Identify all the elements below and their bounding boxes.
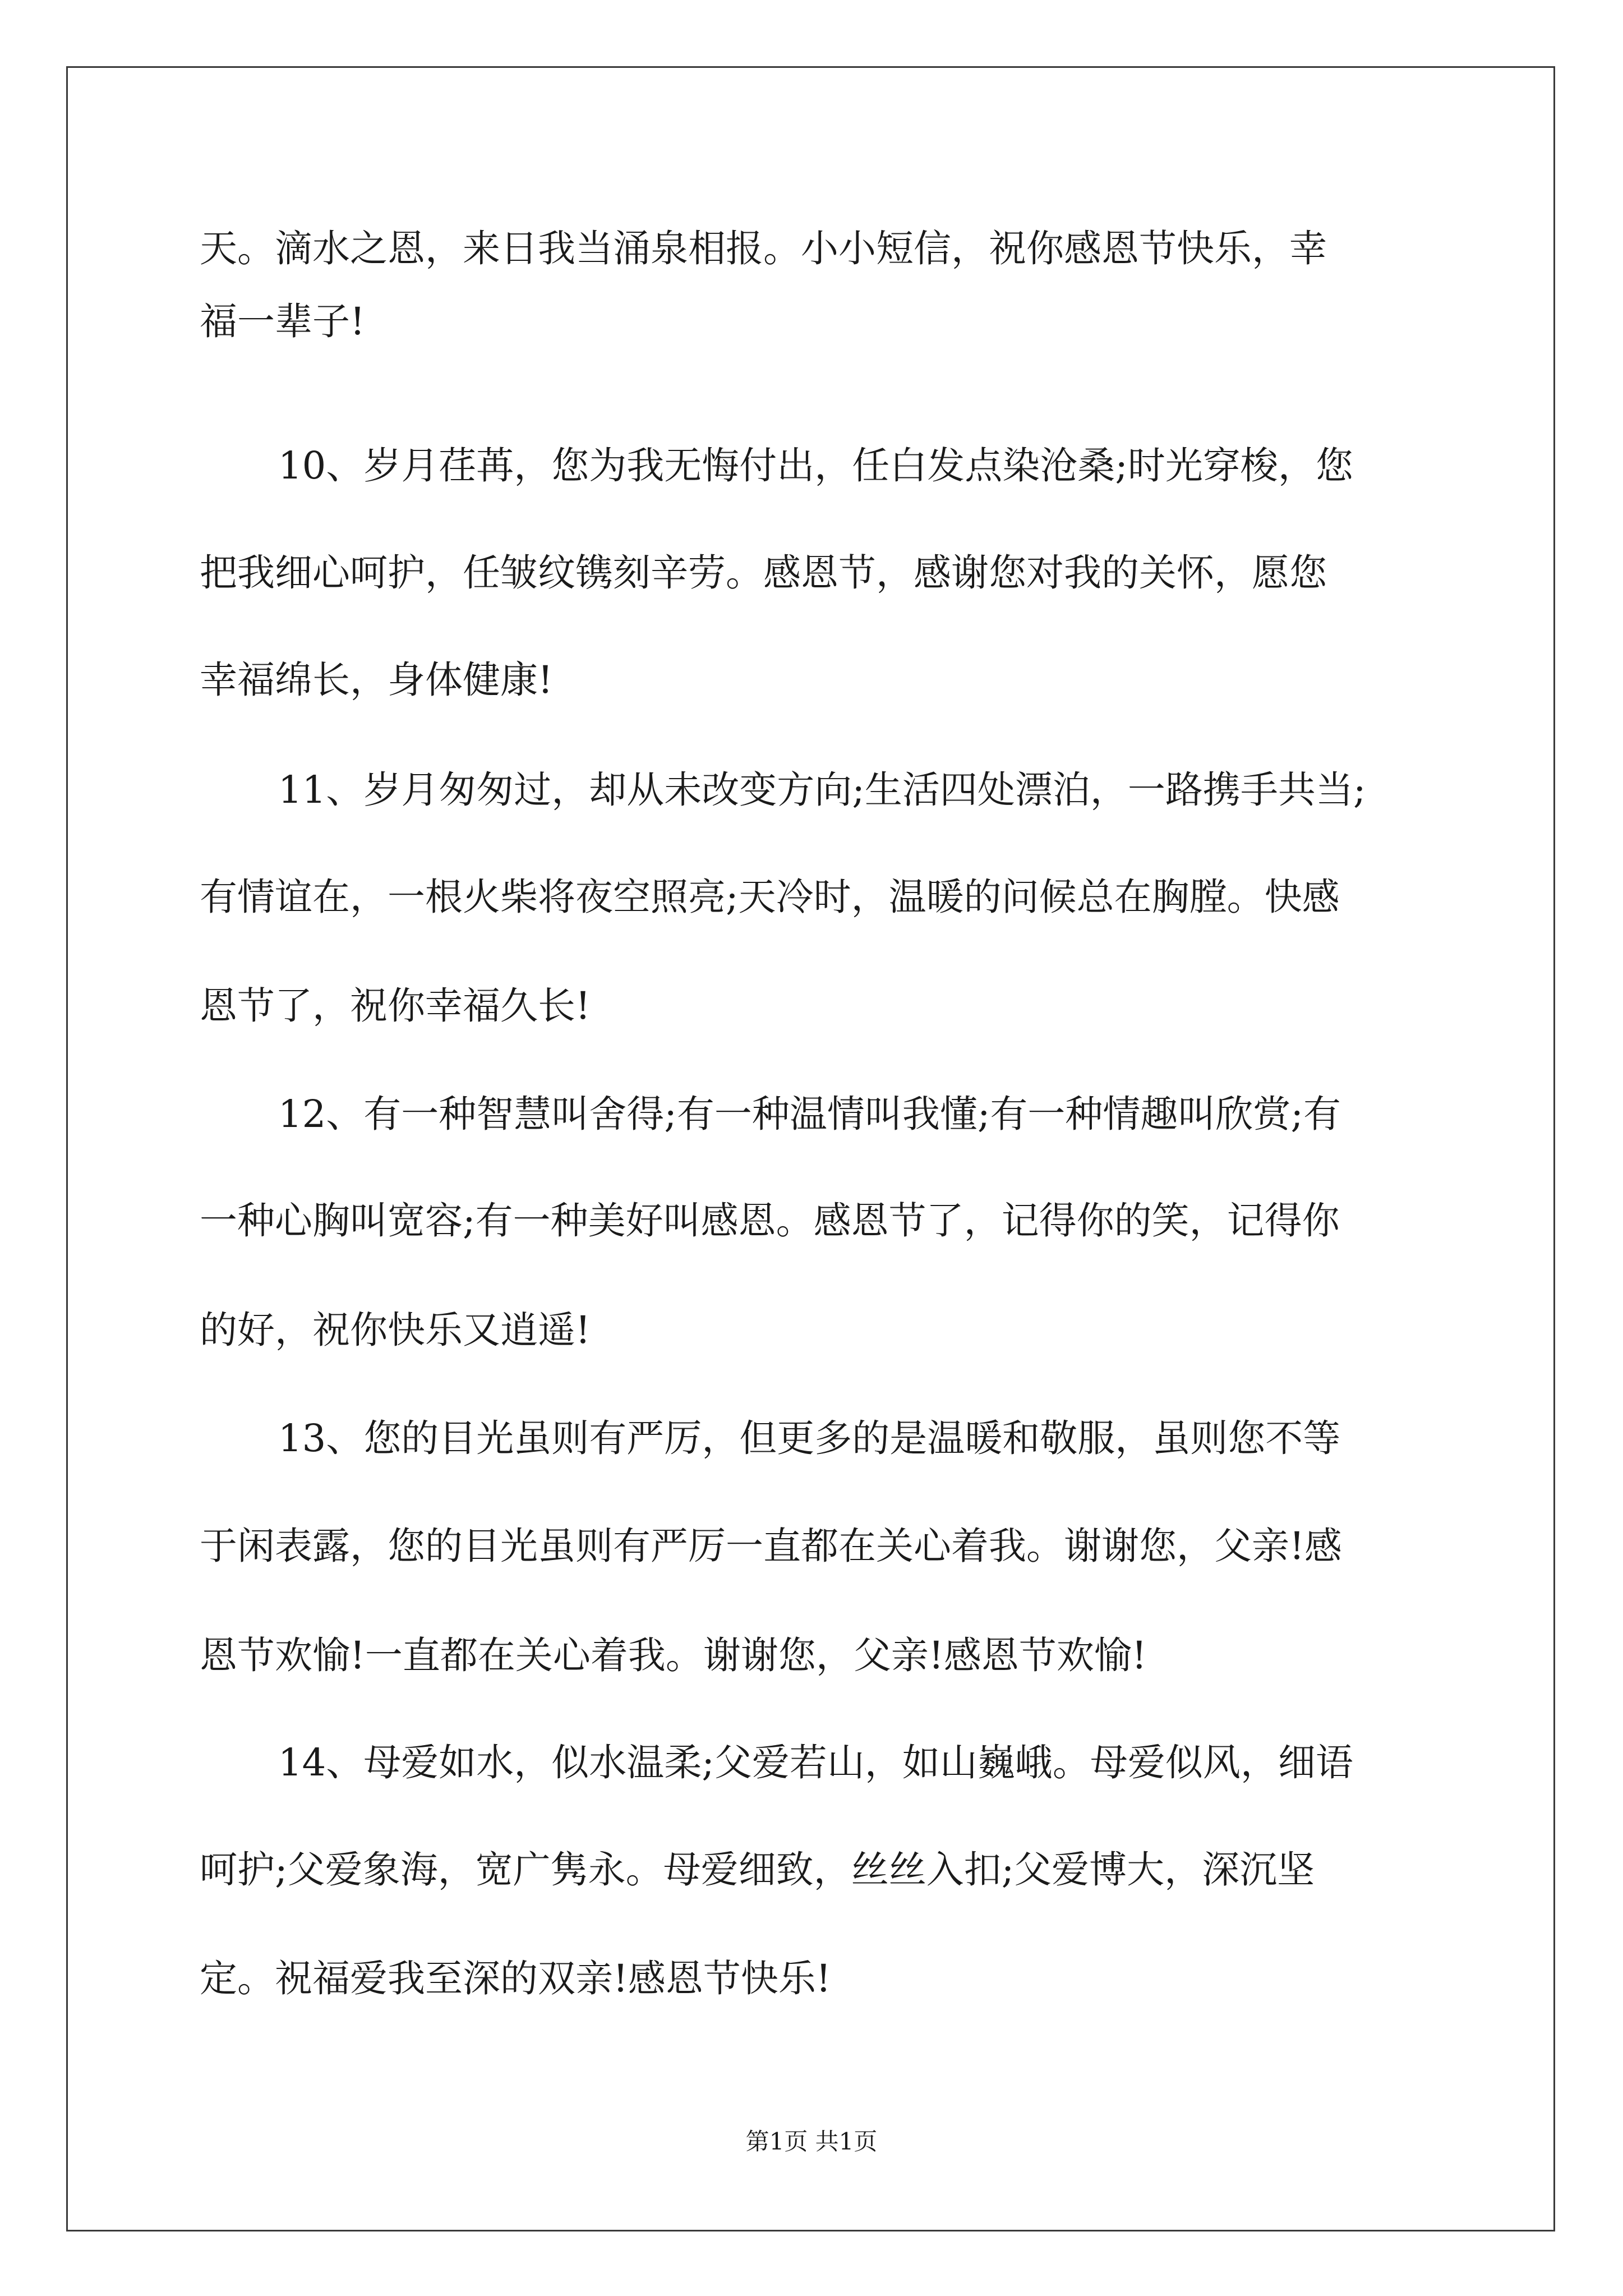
text-line: 把我细心呵护，任皱纹镌刻辛劳。感恩节，感谢您对我的关怀，愿您 [200,551,1327,595]
text-line: 定。祝福爱我至深的双亲!感恩节快乐! [200,1957,831,2000]
text-line: 的好，祝你快乐又逍遥! [200,1308,591,1352]
text-line: 有情谊在，一根火柴将夜空照亮;天冷时，温暖的问候总在胸膛。快感 [200,875,1340,919]
text-line: 恩节欢愉!一直都在关心着我。谢谢您，父亲!感恩节欢愉! [200,1634,1147,1677]
paragraph-13-line: 13、您的目光虽则有严厉，但更多的是温暖和敬服，虽则您不等 [278,1416,1341,1460]
text-line: 一种心胸叫宽容;有一种美好叫感恩。感恩节了，记得你的笑，记得你 [200,1199,1340,1243]
text-line: 恩节了，祝你幸福久长! [200,984,591,1028]
paragraph-10-line: 10、岁月荏苒，您为我无悔付出，任白发点染沧桑;时光穿梭，您 [278,444,1353,487]
text-line: 天。滴水之恩，来日我当涌泉相报。小小短信，祝你感恩节快乐，幸 [200,227,1327,270]
paragraph-14-line: 14、母爱如水，似水温柔;父爱若山，如山巍峨。母爱似风，细语 [278,1741,1353,1784]
text-line: 于闲表露，您的目光虽则有严厉一直都在关心着我。谢谢您，父亲!感 [200,1524,1342,1568]
paragraph-12-line: 12、有一种智慧叫舍得;有一种温情叫我懂;有一种情趣叫欣赏;有 [278,1092,1341,1136]
text-line: 福一辈子! [200,300,365,343]
paragraph-11-line: 11、岁月匆匆过，却从未改变方向;生活四处漂泊，一路携手共当; [278,768,1366,812]
page-border [66,66,1555,2231]
text-line: 幸福绵长，身体健康! [200,658,553,702]
text-line: 呵护;父爱象海，宽广隽永。母爱细致，丝丝入扣;父爱博大，深沉坚 [200,1848,1315,1892]
page-number-footer: 第1页 共1页 [745,2128,878,2155]
